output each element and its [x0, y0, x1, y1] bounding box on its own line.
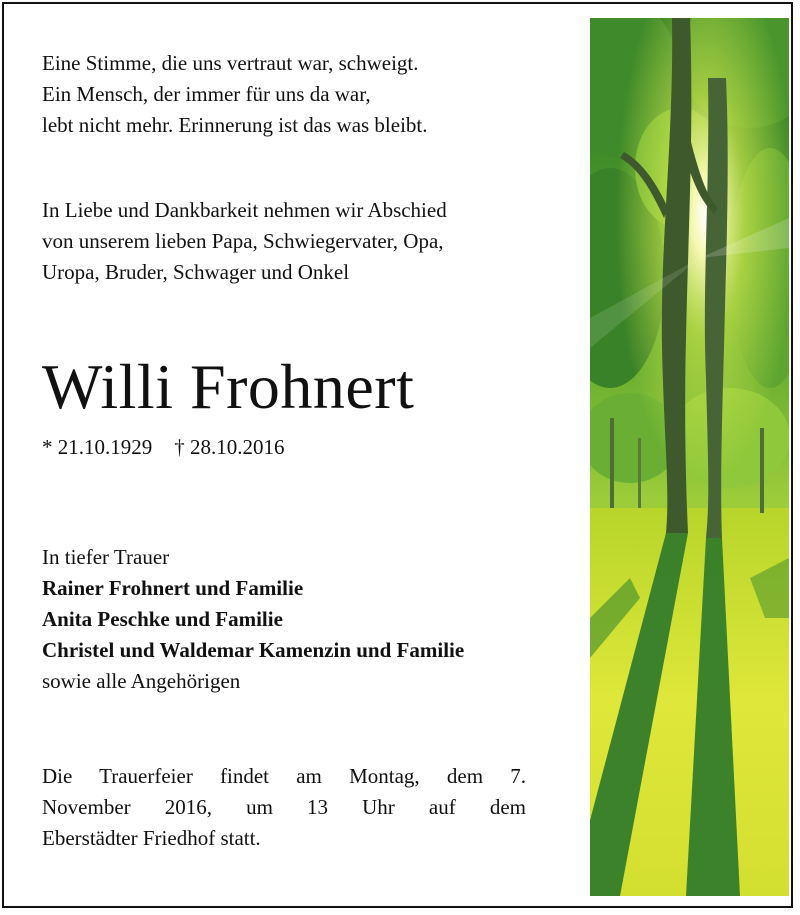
tree-photo: [590, 18, 789, 896]
intro-line: Uropa, Bruder, Schwager und Onkel: [42, 260, 350, 284]
farewell-intro: [42, 195, 447, 288]
mourner-name: Christel und Waldemar Kamenzin und Familie: [42, 638, 465, 662]
mourners-closing: sowie alle Angehörigen: [42, 669, 241, 693]
intro-line: von unserem lieben Papa, Schwiegervater, Opa,: [42, 229, 444, 253]
life-dates: [42, 432, 285, 463]
mourner-name: Rainer Frohnert und Familie: [42, 576, 304, 600]
funeral-line: Eberstädter Friedhof statt.: [42, 826, 261, 850]
deceased-name: Willi Frohnert: [42, 351, 415, 422]
intro-line: In Liebe und Dankbarkeit nehmen wir Abschied: [42, 198, 447, 222]
death-date: † 28.10.2016: [174, 435, 285, 459]
tree-photo-icon: [590, 18, 789, 896]
mourners-block: [42, 542, 464, 697]
poem-line: Ein Mensch, der immer für uns da war,: [42, 82, 371, 106]
funeral-line: Die Trauerfeier findet am Montag, dem 7.: [42, 764, 526, 788]
obituary-frame: [2, 2, 793, 908]
poem-line: lebt nicht mehr. Erinnerung ist das was bleibt.: [42, 113, 428, 137]
funeral-notice: [42, 761, 526, 854]
mourners-heading: In tiefer Trauer: [42, 545, 170, 569]
funeral-line: November 2016, um 13 Uhr auf dem: [42, 795, 526, 819]
poem: [42, 48, 428, 141]
birth-date: * 21.10.1929: [42, 435, 153, 459]
mourner-name: Anita Peschke und Familie: [42, 607, 283, 631]
poem-line: Eine Stimme, die uns vertraut war, schweigt.: [42, 51, 419, 75]
